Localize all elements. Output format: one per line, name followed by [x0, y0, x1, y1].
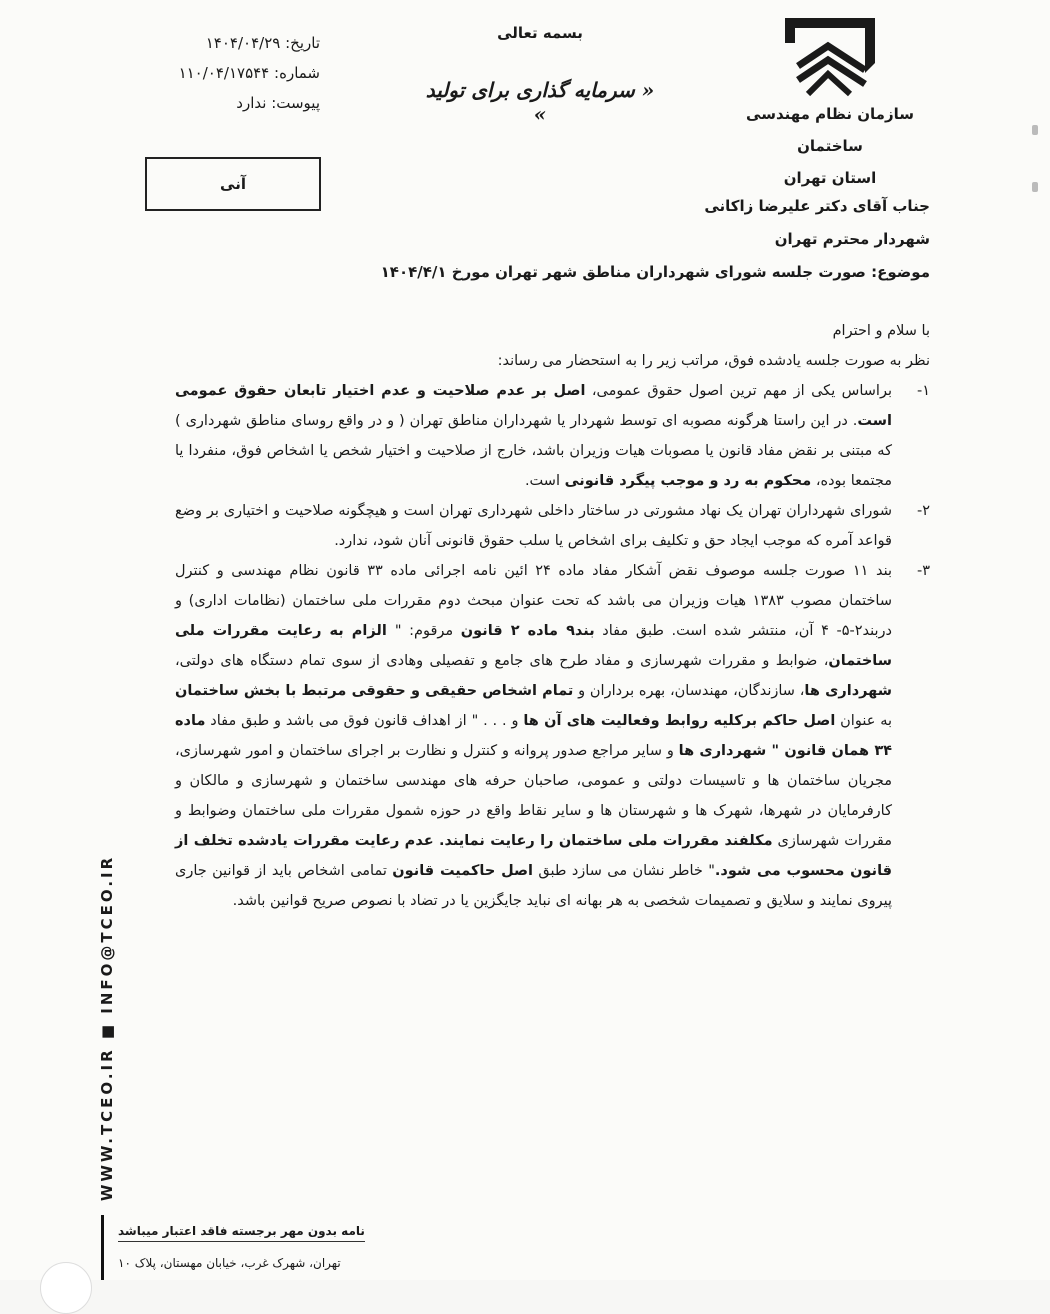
footer-address: تهران، شهرک غرب، خیابان مهستان، پلاک ۱۰	[118, 1256, 341, 1270]
item-text: و . . . " از اهداف قانون فوق می باشد و طبق مفاد	[205, 713, 524, 729]
building-logo-icon	[780, 8, 890, 103]
item-text: و سایر مراجع صدور پروانه و کنترل و نظارت بر اجرای ساختمان و امور شهرسازی، مجریان ساختمان ها و تاسیسات دولتی و عمومی، صاحبان حرفه های مهندسی ساختمان و شهرسازی و مالکان و کارفرمایان در شهرها، شهرک ها و شهرستان ها و سایر نقاط واقع در حوزه شمول مقررات ملی ساختمان وضوابط و مقررات شهرسازی	[175, 743, 892, 849]
org-logo	[780, 8, 890, 103]
letter-meta	[120, 28, 320, 118]
subject-line: موضوع: صورت جلسه شورای شهرداران مناطق شهر تهران مورخ ۱۴۰۴/۴/۱	[380, 263, 930, 281]
item-number: ۱-	[916, 383, 930, 399]
org-province: استان تهران	[783, 169, 877, 187]
number-label: شماره:	[274, 64, 320, 82]
item-text: تمامی اشخاص باید از قوانین جاری پیروی نمایند و سلایق و تصمیمات شخصی به هر بهانه ای نباید جایگزین یا در تضاد با نصوص صریح قوانین باشد.	[175, 863, 892, 909]
item-number: ۲-	[916, 503, 930, 519]
item-bold-text: محکوم به رد و موجب پیگرد قانونی	[564, 473, 812, 489]
footer-divider	[101, 1215, 104, 1280]
item-bold-text: ماده ۳۴ همان قانون " شهرداری ها	[175, 713, 893, 759]
item-number: ۳-	[916, 563, 930, 579]
date-row	[120, 28, 320, 58]
urgency-box: آنی	[145, 157, 321, 211]
staple-mark	[1032, 125, 1038, 135]
item-text: شورای شهرداران تهران یک نهاد مشورتی در ساختار داخلی شهرداری تهران است و هیچگونه صلاحیت و اختیاری بر وضع قواعد آمره که موجب ایجاد حق و تکلیف برای اشخاص یا سلب حقوق قانونی آنان شود، ندارد.	[175, 503, 892, 549]
item-bold-text: شهرداری ها	[804, 683, 892, 699]
attachment-label: پیوست:	[271, 94, 320, 112]
number-value: ۱۱۰/۰۴/۱۷۵۴۴	[178, 64, 270, 82]
item-bold-text: اصل حاکم برکلیه روابط وفعالیت های آن ها	[523, 713, 836, 729]
greeting: با سلام و احترام	[832, 323, 930, 339]
staple-mark	[1032, 182, 1038, 192]
list-item-3	[175, 556, 930, 916]
item-bold-text: مکلفند مقررات ملی ساختمان را رعایت نمایند. عدم رعایت مقررات یادشده تخلف از قانون محسوب می شود.	[175, 833, 893, 879]
item-bold-text: اصل حاکمیت قانون	[392, 863, 534, 879]
item-bold-text: الزام به رعایت مقررات ملی ساختمان	[175, 623, 892, 669]
number-row	[120, 58, 320, 88]
item-text: " خاطر نشان می سازد طبق	[533, 863, 715, 879]
footer-notice-text: نامه بدون مهر برجسته فاقد اعتبار میباشد	[118, 1224, 365, 1242]
side-contact-text: WWW.TCEO.IR ■ INFO@TCEO.IR	[98, 854, 116, 1201]
item-text: مرقوم: "	[394, 623, 461, 639]
org-name-block	[730, 98, 930, 194]
letter-body	[175, 316, 930, 916]
footer-notice	[118, 1224, 418, 1242]
list-item-1	[175, 376, 930, 496]
item-text: بند ۱۱ صورت جلسه موصوف نقض آشکار مفاد ماده ۲۴ ائین نامه اجرائی ماده ۳۳ قانون نظام مهندسی و کنترل ساختمان مصوب ۱۳۸۳ هیات وزیران می باشد که تحت عنوان مبحث دوم مقررات ملی ساختمان (نظامات اداری) و دربند۲-۵- ۴ آن، منتشر شده است. طبق مفاد	[175, 563, 893, 639]
item-bold-text: تمام اشخاص حقیقی و حقوقی مرتبط با بخش ساختمان	[175, 683, 574, 699]
item-text: ، ضوابط و مقررات شهرسازی و مفاد طرح های جامع و تفصیلی وهادی از سوی تمام دستگاه های دولتی،	[175, 653, 829, 669]
item-text: . در این راستا هرگونه مصوبه ای توسط شهردار یا شهرداران مناطق تهران ( و در واقع روسای مناطق شهرداری ) که مبتنی بر نقض مفاد قانون یا مصوبات هیات وزیران باشد، خارج از صلاحیت و اختیار شخص یا اشخاص فوق، منفردا یا مجتمعا بوده،	[175, 413, 892, 489]
attachment-value: ندارد	[236, 94, 267, 112]
addressee-title: شهردار محترم تهران	[774, 230, 930, 248]
attachment-row	[120, 88, 320, 118]
date-label: تاریخ:	[285, 34, 320, 52]
org-name: سازمان نظام مهندسی ساختمان	[746, 105, 914, 155]
addressee-name: جناب آقای دکتر علیرضا زاکانی	[704, 197, 930, 215]
basmala: بسمه تعالی	[497, 24, 583, 42]
item-text: به عنوان	[835, 713, 893, 729]
slogan: « سرمایه گذاری برای تولید »	[425, 78, 655, 126]
addressee-block	[230, 190, 930, 289]
side-contact-strip	[96, 855, 118, 1200]
date-value: ۱۴۰۴/۰۴/۲۹	[205, 34, 281, 52]
item-bold-text: بند۹ ماده ۲ قانون	[460, 623, 595, 639]
item-text: براساس یکی از مهم ترین اصول حقوق عمومی،	[585, 383, 892, 399]
intro: نظر به صورت جلسه یادشده فوق، مراتب زیر را به استحضار می رساند:	[497, 353, 930, 369]
list-item-2	[175, 496, 930, 556]
page-corner	[40, 1262, 92, 1314]
item-bold-text: اصل بر عدم صلاحیت و عدم اختیار تابعان حقوق عمومی است	[175, 383, 892, 429]
item-text: ، سازندگان، مهندسان، بهره برداران و	[573, 683, 805, 699]
item-text: است.	[524, 473, 565, 489]
